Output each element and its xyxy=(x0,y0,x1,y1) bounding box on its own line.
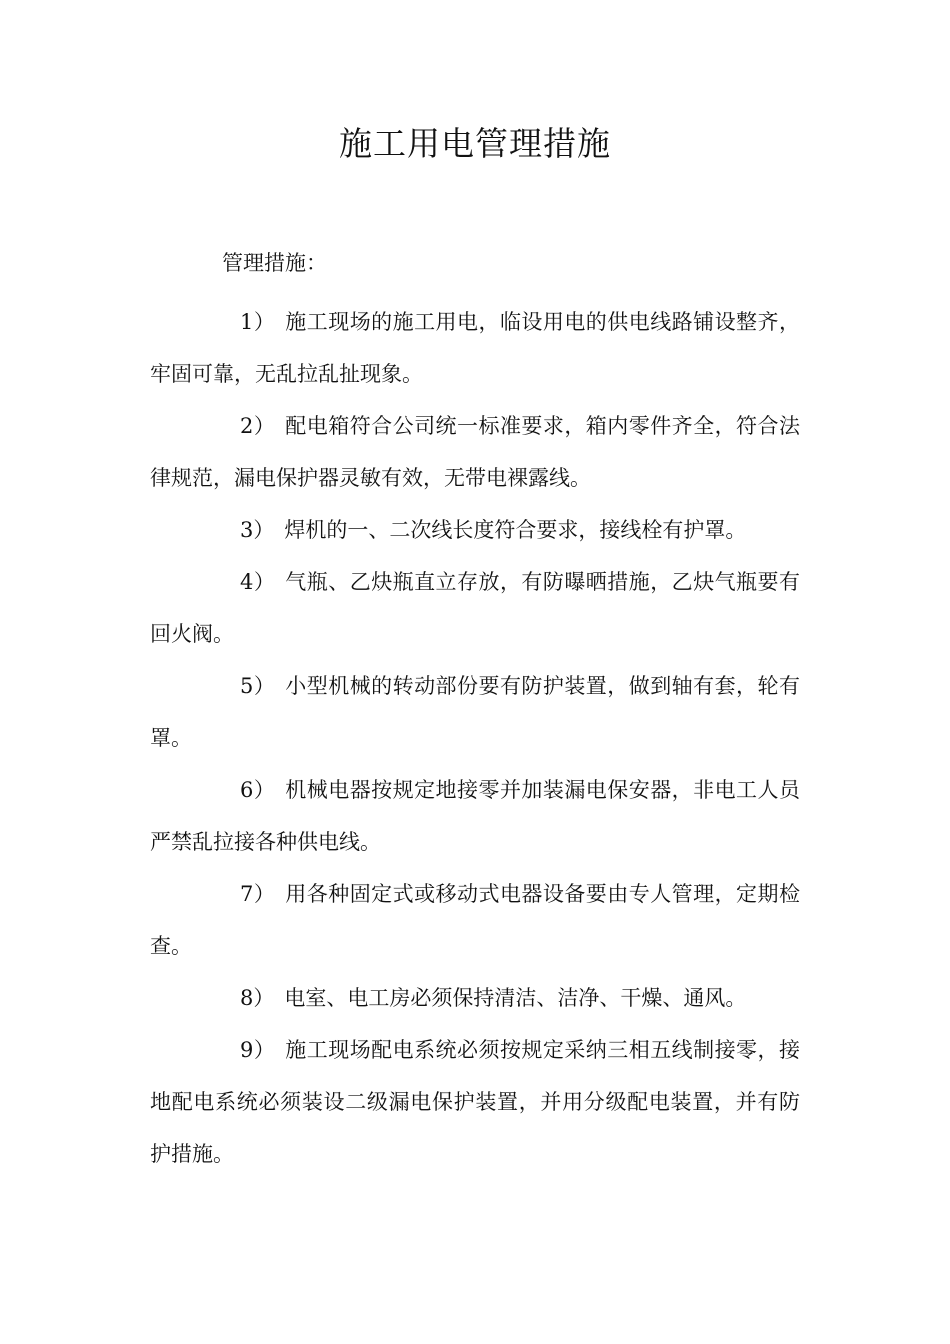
list-item xyxy=(150,296,800,400)
item-number: 8） xyxy=(240,986,275,1010)
item-text: 机械电器按规定地接零并加装漏电保安器，非电工人员严禁乱拉接各种供电线。 xyxy=(150,778,800,854)
item-text: 施工现场的施工用电，临设用电的供电线路铺设整齐，牢固可靠，无乱拉乱扯现象。 xyxy=(150,310,800,386)
item-number: 3） xyxy=(240,518,275,542)
list-item xyxy=(150,556,800,660)
item-text: 小型机械的转动部份要有防护装置，做到轴有套，轮有罩。 xyxy=(150,674,800,750)
item-number: 6） xyxy=(240,778,276,802)
item-text: 焊机的一、二次线长度符合要求，接线栓有护罩。 xyxy=(284,518,747,542)
list-item xyxy=(150,868,800,972)
list-item xyxy=(150,400,800,504)
list-item xyxy=(150,1024,800,1180)
list-item xyxy=(150,764,800,868)
list-item xyxy=(150,660,800,764)
item-number: 4） xyxy=(240,570,276,594)
item-text: 配电箱符合公司统一标准要求，箱内零件齐全，符合法律规范，漏电保护器灵敏有效，无带电裸露线。 xyxy=(150,414,800,490)
item-number: 1） xyxy=(240,310,276,334)
item-number: 7） xyxy=(240,882,276,906)
item-number: 5） xyxy=(240,674,276,698)
page-title: 施工用电管理措施 xyxy=(339,124,611,163)
list-item xyxy=(150,504,800,556)
item-number: 9） xyxy=(240,1038,276,1062)
section-heading: 管理措施： xyxy=(222,251,327,275)
item-number: 2） xyxy=(240,414,276,438)
list-item xyxy=(150,972,800,1024)
measure-list xyxy=(150,296,800,1180)
item-text: 用各种固定式或移动式电器设备要由专人管理，定期检查。 xyxy=(150,882,800,958)
item-text: 施工现场配电系统必须按规定采纳三相五线制接零，接地配电系统必须装设二级漏电保护装置，并用分级配电装置，并有防护措施。 xyxy=(150,1038,800,1166)
item-text: 气瓶、乙炔瓶直立存放，有防曝晒措施，乙炔气瓶要有回火阀。 xyxy=(150,570,800,646)
item-text: 电室、电工房必须保持清洁、洁净、干燥、通风。 xyxy=(284,986,747,1010)
